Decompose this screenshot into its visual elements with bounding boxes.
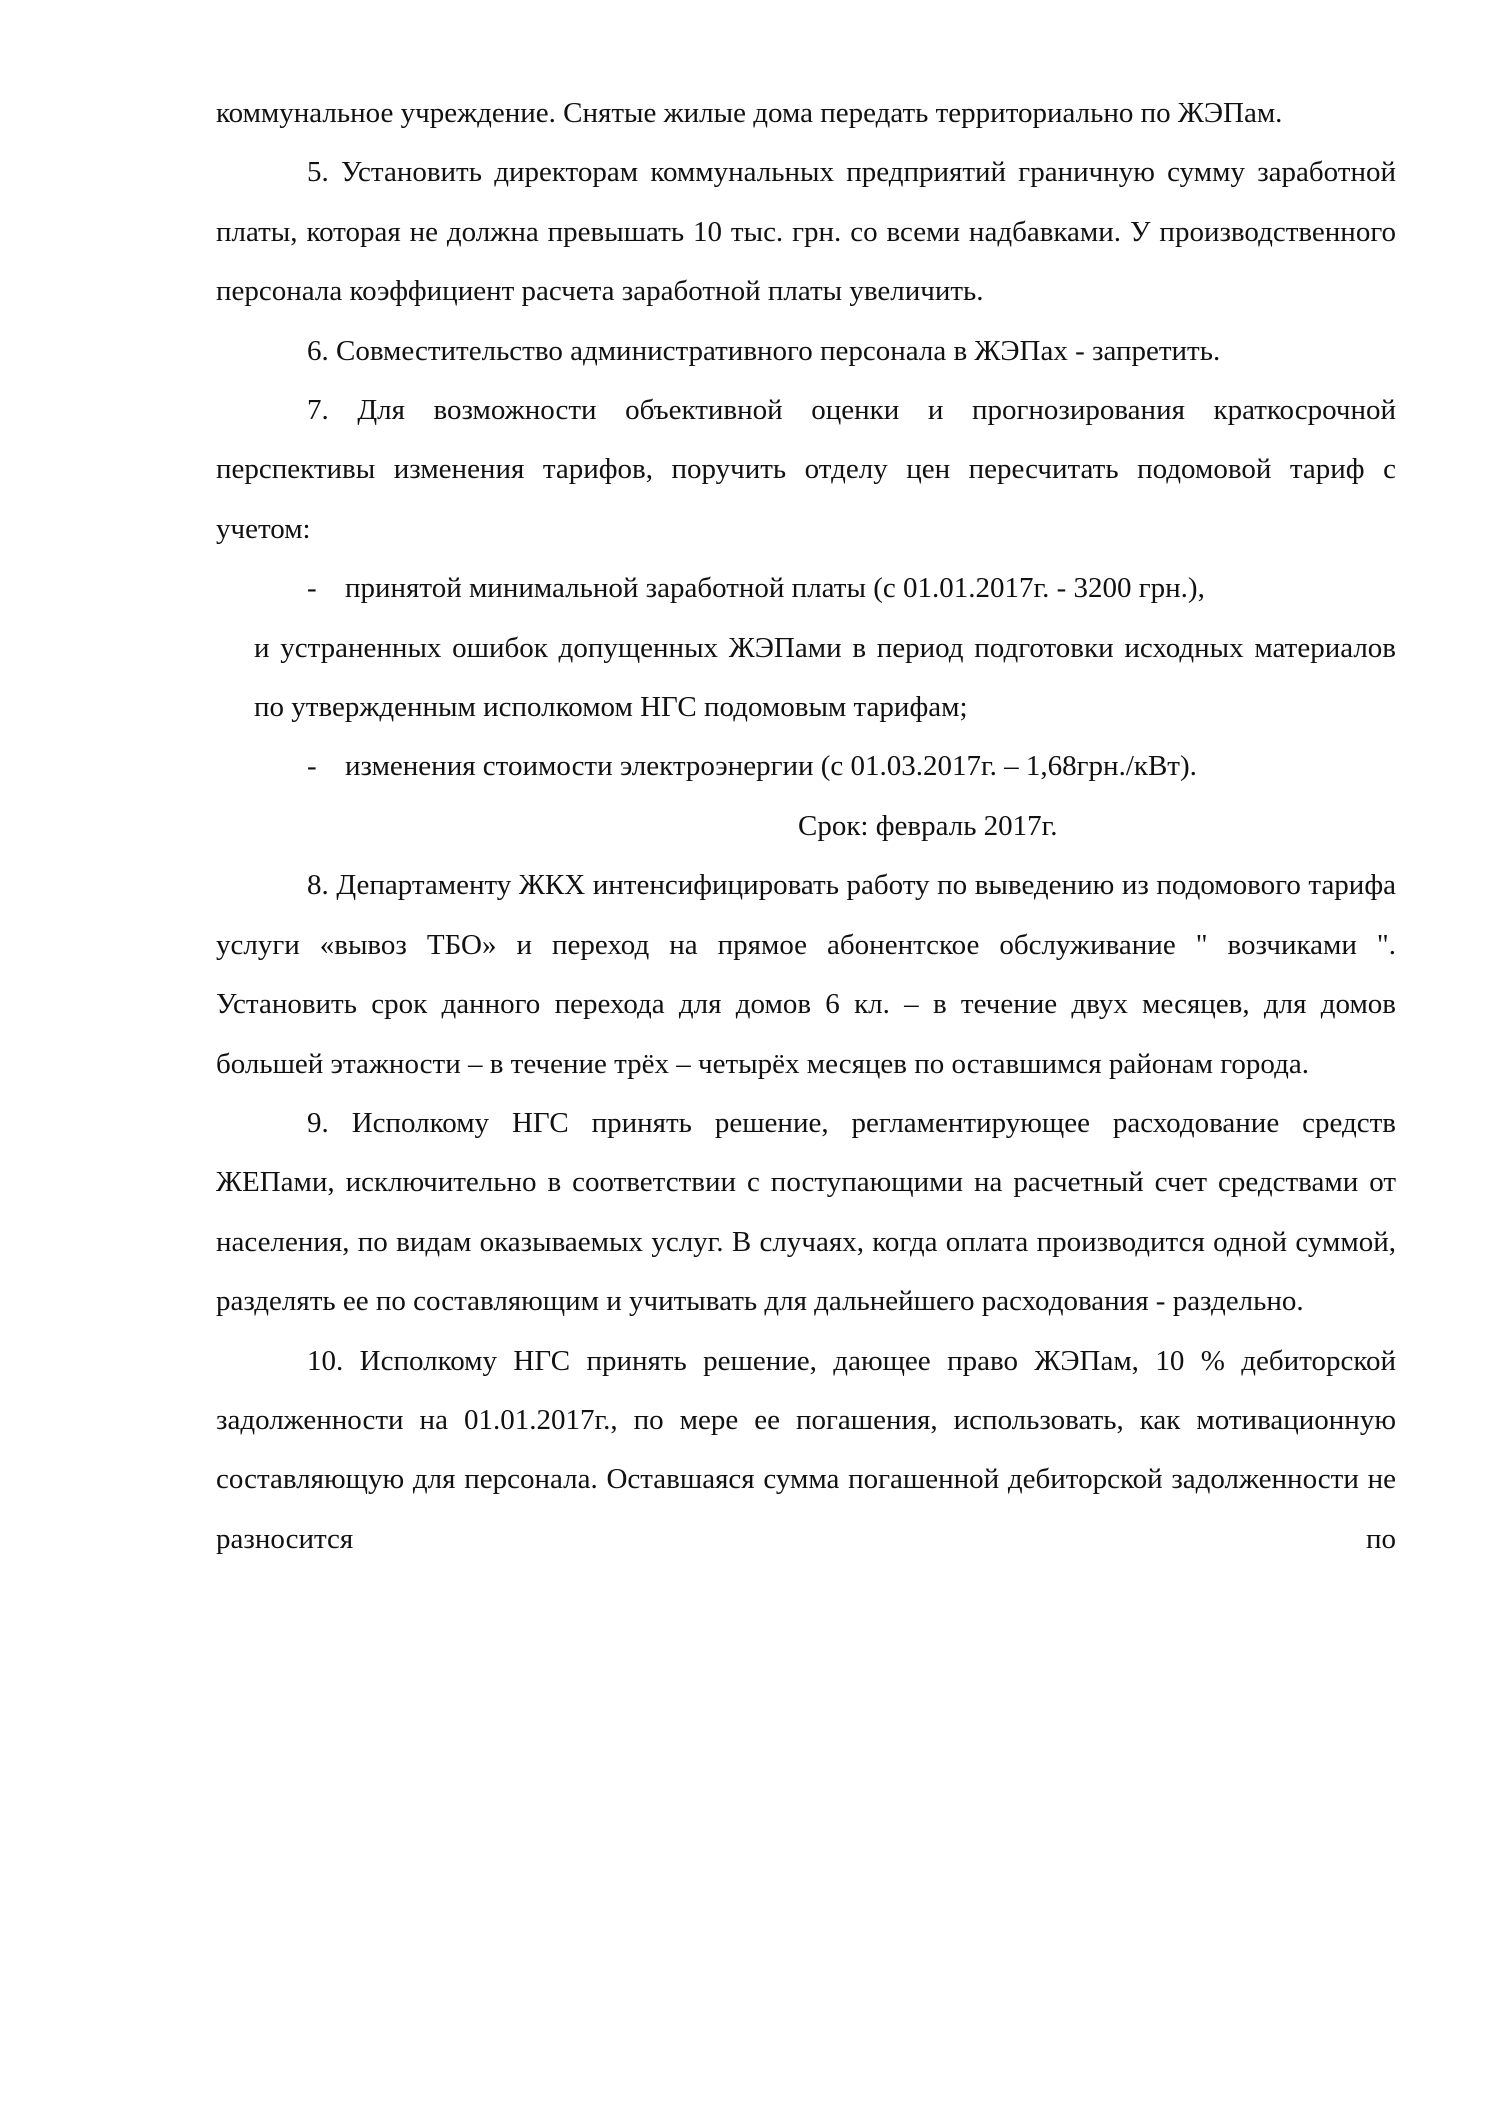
document-page [216,84,1396,1569]
bullet-item-minimum-wage [216,559,1396,737]
bullet-item-electricity [216,737,1396,796]
paragraph-7: 7. Для возможности объективной оценки и прогнозирования краткосрочной перспективы изменения тарифов, поручить отделу цен пересчитать подомовой тариф с учетом: [216,394,1396,545]
paragraph-6: 6. Совместительство административного персонала в ЖЭПах - запретить. [307,334,1221,367]
paragraph-8: 8. Департаменту ЖКХ интенсифицировать работу по выведению из подомового тарифа услуги «вывоз ТБО» и переход на прямое абонентское обслуживание " возчиками ". Установить срок данного перехода для домов 6 кл. – в течение двух месяцев, для домов большей этажности – в течение трёх – четырёх месяцев по оставшимся районам города. [216,869,1396,1080]
deadline-line: Срок: февраль 2017г. [798,809,1058,842]
bullet-first-line: изменения стоимости электроэнергии (с 01.03.2017г. – 1,68грн./кВт). [345,750,1197,783]
paragraph-10: 10. Исполкому НГС принять решение, дающее право ЖЭПам, 10 % дебиторской задолженности на 01.01.2017г., по мере ее погашения, использовать, как мотивационную составляющую для персонала. Оставшаяся сумма погашенной дебиторской задолженности не разносится по [216,1344,1396,1555]
paragraph-9: 9. Исполкому НГС принять решение, регламентирующее расходование средств ЖЕПами, исключительно в соответствии с поступающими на расчетный счет средствами от населения, по видам оказываемых услуг. В случаях, когда оплата производится одной суммой, разделять ее по составляющим и учитывать для дальнейшего расходования - раздельно. [216,1106,1396,1318]
bullet-dash: - [307,572,317,605]
paragraph-4-continuation: коммунальное учреждение. Снятые жилые дома передать территориально по ЖЭПам. [216,97,1283,129]
bullet-dash: - [307,750,317,783]
bullet-first-line: принятой минимальной заработной платы (с 01.01.2017г. - 3200 грн.), [345,572,1205,605]
paragraph-5: 5. Установить директорам коммунальных предприятий граничную сумму заработной платы, которая не должна превышать 10 тыс. грн. со всеми надбавками. У производственного персонала коэффициент расчета заработной платы увеличить. [216,156,1396,308]
bullet-continuation: и устраненных ошибок допущенных ЖЭПами в период подготовки исходных материалов по утвержденным исполкомом НГС подомовым тарифам; [254,631,1396,724]
